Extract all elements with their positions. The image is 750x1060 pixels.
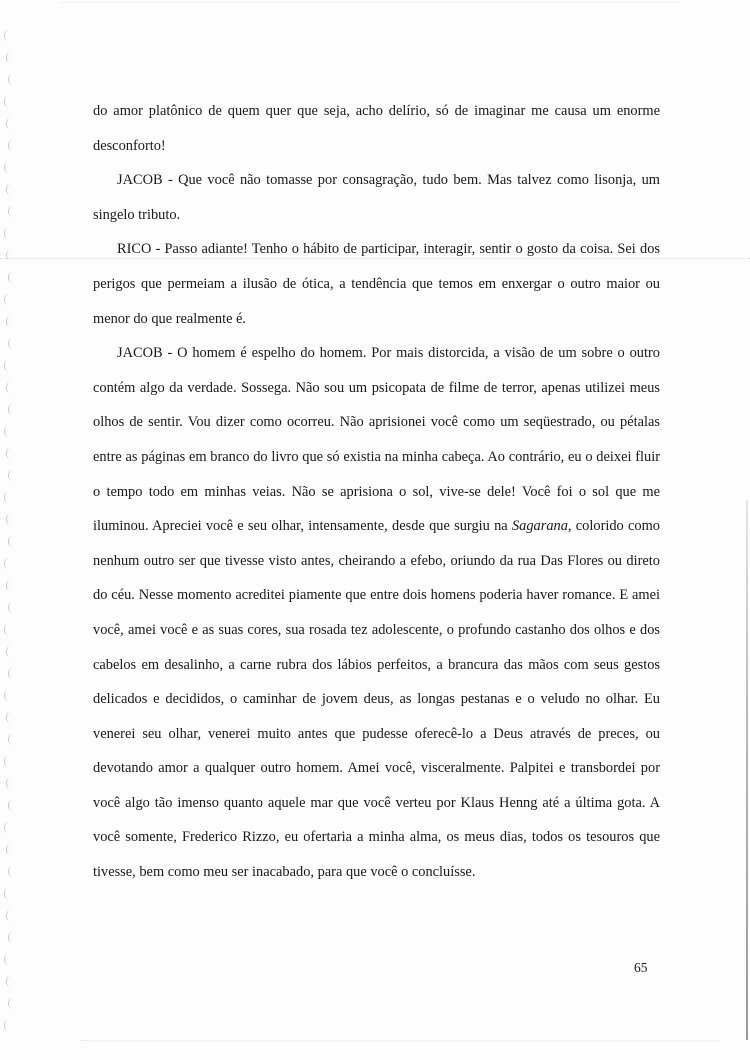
- hole-mark: [6, 382, 14, 393]
- hole-mark: [8, 206, 16, 217]
- hole-mark: [8, 74, 16, 85]
- hole-mark: [8, 998, 16, 1009]
- paragraph-text: RICO - Passo adiante! Tenho o hábito de participar, interagir, sentir o gosto da coisa. Sei dos perigos que permeiam a ilusão de ótica, a tendência que temos em enxergar o outro maior ou menor do que realmente é.: [93, 241, 660, 327]
- hole-mark: [8, 338, 16, 349]
- hole-mark: [8, 932, 16, 943]
- hole-mark: [6, 184, 14, 195]
- page-number: 65: [634, 960, 648, 975]
- paragraph: [93, 336, 660, 890]
- hole-mark: [8, 800, 16, 811]
- hole-mark: [8, 668, 16, 679]
- paragraph: [93, 163, 660, 232]
- hole-mark: [4, 228, 12, 239]
- hole-mark: [4, 492, 12, 503]
- hole-mark: [6, 646, 14, 657]
- hole-mark: [6, 910, 14, 921]
- hole-mark: [6, 712, 14, 723]
- hole-mark: [6, 580, 14, 591]
- hole-mark: [8, 734, 16, 745]
- hole-mark: [4, 294, 12, 305]
- hole-mark: [4, 96, 12, 107]
- hole-mark: [8, 140, 16, 151]
- hole-mark: [8, 404, 16, 415]
- hole-mark: [6, 976, 14, 987]
- hole-mark: [6, 316, 14, 327]
- paragraph: [93, 232, 660, 336]
- paragraph-text: JACOB - Que você não tomasse por consagração, tudo bem. Mas talvez como lisonja, um singelo tributo.: [93, 172, 660, 223]
- hole-mark: [4, 360, 12, 371]
- hole-mark: [6, 448, 14, 459]
- hole-mark: [8, 272, 16, 283]
- hole-mark: [6, 844, 14, 855]
- hole-mark: [4, 30, 12, 41]
- paragraph-text: JACOB - O homem é espelho do homem. Por mais distorcida, a visão de um sobre o outro contém algo da verdade. Sossega. Não sou um psicopata de filme de terror, apenas utilizei meus olhos de sentir. Vou dizer como ocorreu. Não aprisionei você como um seqüestrado, ou pétalas entre as páginas em branco do livro que só existia na minha cabeça. Ao contrário, eu o deixei fluir o tempo todo em minhas veias. Não se aprisiona o sol, vive-se dele! Você foi o sol que me iluminou. Apreciei você e seu olhar, intensamente, desde que surgiu na: [93, 345, 660, 535]
- hole-mark: [6, 514, 14, 525]
- binding-hole-marks: [4, 30, 28, 1050]
- hole-mark: [4, 426, 12, 437]
- hole-mark: [8, 602, 16, 613]
- scan-bottom-edge: [80, 1040, 720, 1042]
- hole-mark: [8, 470, 16, 481]
- hole-mark: [4, 624, 12, 635]
- hole-mark: [4, 888, 12, 899]
- hole-mark: [4, 756, 12, 767]
- hole-mark: [4, 690, 12, 701]
- hole-mark: [6, 118, 14, 129]
- paragraph-text: , colorido como nenhum outro ser que tivesse visto antes, cheirando a efebo, oriundo da rua Das Flores ou direto do céu. Nesse momento acreditei piamente que entre dois homens poderia haver romance. E amei você, amei você e as suas cores, sua rosada tez adolescente, o profundo castanho dos olhos e dos cabelos em desalinho, a carne rubra dos lábios perfeitos, a brancura das mãos com seus gestos delicados e decididos, o caminhar de jovem deus, as longas pestanas e o veludo no olhar. Eu venerei seu olhar, venerei muito antes que pudesse oferecê-lo a Deus através de preces, ou devotando amor a qualquer outro homem. Amei você, visceralmente. Palpitei e transbordei por você algo tão imenso quanto aquele mar que você verteu por Klaus Henng até a última gota. A você somente, Frederico Rizzo, eu ofertaria a minha alma, os meus dias, todos os tesouros que tivesse, bem como meu ser inacabado, para que você o concluísse.: [93, 518, 660, 881]
- hole-mark: [8, 866, 16, 877]
- hole-mark: [6, 52, 14, 63]
- hole-mark: [4, 558, 12, 569]
- body-text: [93, 94, 660, 890]
- italic-title: Sagarana: [511, 518, 568, 535]
- scan-top-edge: [60, 2, 680, 13]
- hole-mark: [6, 250, 14, 261]
- hole-mark: [4, 954, 12, 965]
- hole-mark: [4, 162, 12, 173]
- hole-mark: [4, 1020, 12, 1031]
- hole-mark: [4, 822, 12, 833]
- hole-mark: [6, 778, 14, 789]
- paragraph-text: do amor platônico de quem quer que seja, acho delírio, só de imaginar me causa um enorme desconforto!: [93, 103, 660, 154]
- scan-right-edge: [746, 500, 748, 1040]
- paragraph: [93, 94, 660, 163]
- hole-mark: [8, 536, 16, 547]
